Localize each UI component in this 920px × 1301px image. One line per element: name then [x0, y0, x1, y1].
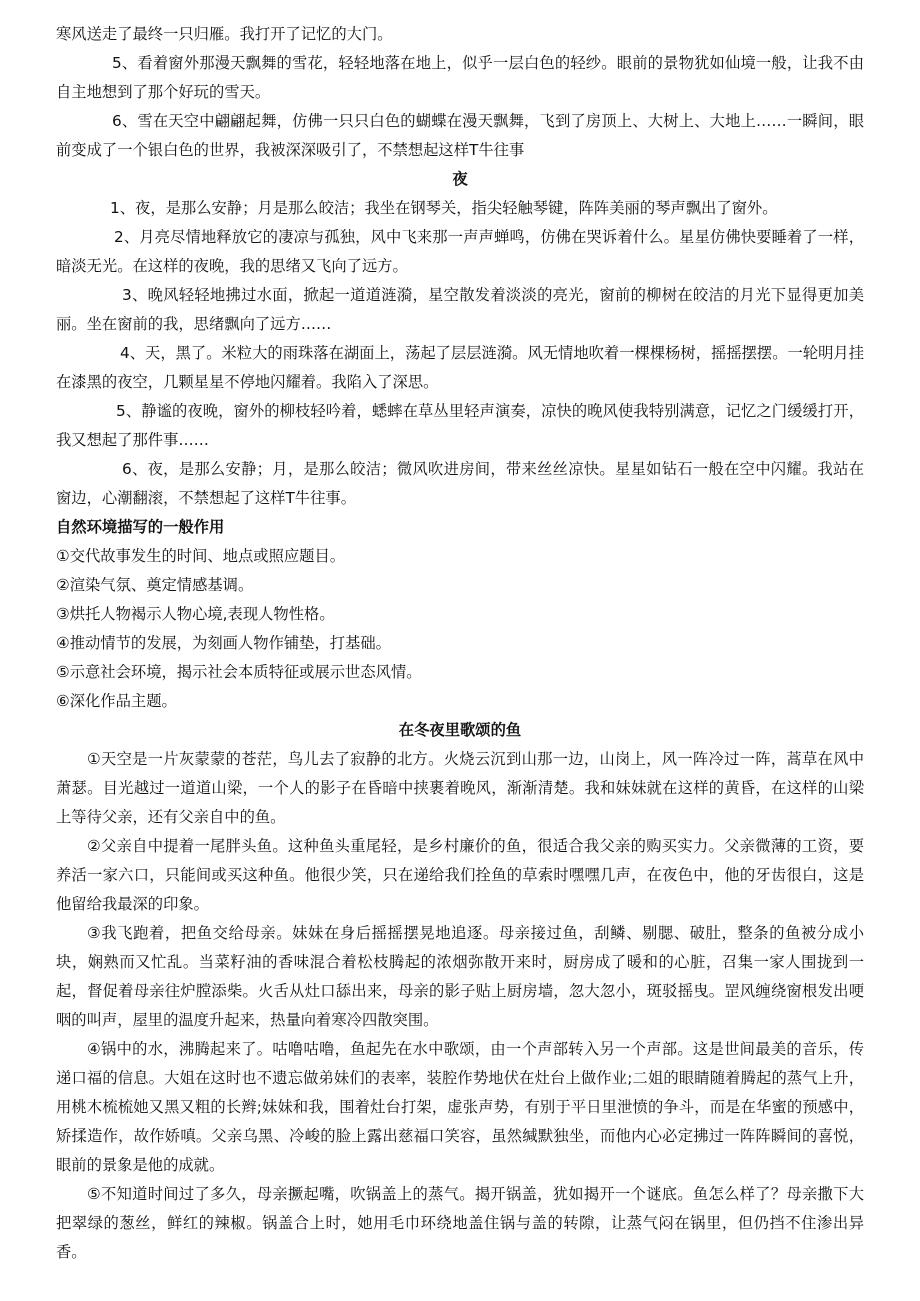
function-item-6: ⑥深化作品主题。: [56, 692, 177, 710]
fish-paragraph-5: ⑤不知道时间过了多久，母亲撅起嘴，吹锅盖上的蒸气。揭开锅盖，犹如揭开一个谜底。鱼怎么样了？母亲撒下大把翠绿的葱丝，鲜红的辣椒。锅盖合上时，她用毛巾环绕地盖住锅与盖的转隙，让蒸气闷在锅里，但仍挡不住渗出异香。: [56, 1185, 864, 1261]
night-item-6: 6、夜，是那么安静；月，是那么皎洁；微风吹进房间，带来丝丝凉快。星星如钻石一般在空中闪耀。我站在窗边，心潮翻滚，不禁想起了这样T牛往事。: [56, 460, 864, 507]
function-item-5: ⑤示意社会环境，揭示社会本质特征或展示世态风情。: [56, 663, 422, 681]
night-item-3: 3、晚风轻轻地拂过水面，掀起一道道涟漪，星空散发着淡淡的亮光，窗前的柳树在皎洁的月光下显得更加美丽。坐在窗前的我，思绪飘向了远方……: [56, 286, 864, 333]
function-item-1: ①交代故事发生的时间、地点或照应题目。: [56, 547, 346, 565]
night-item-1: 1、夜，是那么安静；月是那么皎洁；我坐在钢琴关，指尖轻触琴键，阵阵美丽的琴声飘出了窗外。: [110, 199, 778, 217]
night-item-4: 4、天，黑了。米粒大的雨珠落在湖面上，荡起了层层涟漪。风无情地吹着一棵棵杨树，摇摇摆摆。一轮明月挂在漆黑的夜空，几颗星星不停地闪耀着。我陷入了深思。: [56, 344, 864, 391]
fish-paragraph-4: ④锅中的水，沸腾起来了。咕噜咕噜，鱼起先在水中歌颂，由一个声部转入另一个声部。这是世间最美的音乐，传递口福的信息。大姐在这时也不遗忘做弟妹们的表率，装腔作势地伏在灶台上做作业;二姐的眼睛随着腾起的蒸气上升，用桃木梳梳她又黑又粗的长辫;妹妹和我，围着灶台打架，虚张声势，有别于平日里泄愤的争斗，而是在华蜜的预感中，矫揉造作，故作娇嗔。父亲乌黑、冷峻的脸上露出慈福口笑容，虽然缄默独坐，而他内心必定拂过一阵阵瞬间的喜悦，眼前的景象是他的成就。: [56, 1040, 864, 1174]
function-item-2: ②渲染气氛、奠定情感基调。: [56, 576, 254, 594]
night-section-title: 夜: [452, 170, 468, 188]
fish-paragraph-3: ③我飞跑着，把鱼交给母亲。妹妹在身后摇摇摆晃地追逐。母亲接过鱼，刮鳞、剔腮、破肚，整条的鱼被分成小块，娴熟而又忙乱。当菜籽油的香味混合着松枝腾起的浓烟弥散开来时，厨房成了暖和的心脏，召集一家人围拢到一起，督促着母亲往炉膛添柴。火舌从灶口舔出来，母亲的影子贴上厨房墙，忽大忽小，斑驳摇曳。罡风缠绕窗根发出哽咽的叫声，屋里的温度升起来，热量向着寒冷四散突围。: [56, 924, 864, 1029]
night-item-5: 5、静谧的夜晚，窗外的柳枝轻吟着，蟋蟀在草丛里轻声演奏，凉快的晚风使我特别满意，记忆之门缓缓打开，我又想起了那件事……: [56, 402, 864, 449]
snow-item-5: 5、看着窗外那漫天飘舞的雪花，轻轻地落在地上，似乎一层白色的轻纱。眼前的景物犹如仙境一般，让我不由自主地想到了那个好玩的雪天。: [56, 54, 864, 101]
document-page: [56, 20, 864, 1267]
fish-essay-title: 在冬夜里歌颂的鱼: [398, 721, 522, 739]
snow-item-6: 6、雪在天空中翩翩起舞，仿佛一只只白色的蝴蝶在漫天飘舞，飞到了房顶上、大树上、大地上……一瞬间，眼前变成了一个银白色的世界，我被深深吸引了，不禁想起这样T牛往事: [56, 112, 864, 159]
snow-paragraph-end: 寒风送走了最终一只归雁。我打开了记忆的大门。: [56, 25, 393, 43]
fish-paragraph-1: ①天空是一片灰蒙蒙的苍茫，鸟儿去了寂静的北方。火烧云沉到山那一边，山岗上，风一阵冷过一阵，蒿草在风中萧瑟。目光越过一道道山梁，一个人的影子在昏暗中挟裹着晚风，渐渐清楚。我和妹妹就在这样的黄昏，在这样的山梁上等待父亲，还有父亲自中的鱼。: [56, 750, 864, 826]
function-item-3: ③烘托人物褐示人物心境,表现人物性格。: [56, 605, 335, 623]
night-item-2: 2、月亮尽情地释放它的凄凉与孤独，风中飞来那一声声蝉鸣，仿佛在哭诉着什么。星星仿佛快要睡着了一样，暗淡无光。在这样的夜晚，我的思绪又飞向了远方。: [56, 228, 864, 275]
functions-heading: 自然环境描写的一般作用: [56, 518, 225, 536]
fish-paragraph-2: ②父亲自中提着一尾胖头鱼。这种鱼头重尾轻，是乡村廉价的鱼，很适合我父亲的购买实力。父亲微薄的工资，要养活一家六口，只能间或买这种鱼。他很少笑，只在递给我们拴鱼的草索时嘿嘿几声，在夜色中，他的牙齿很白，这是他留给我最深的印象。: [56, 837, 864, 913]
function-item-4: ④推动情节的发展，为刻画人物作铺垫，打基础。: [56, 634, 391, 652]
